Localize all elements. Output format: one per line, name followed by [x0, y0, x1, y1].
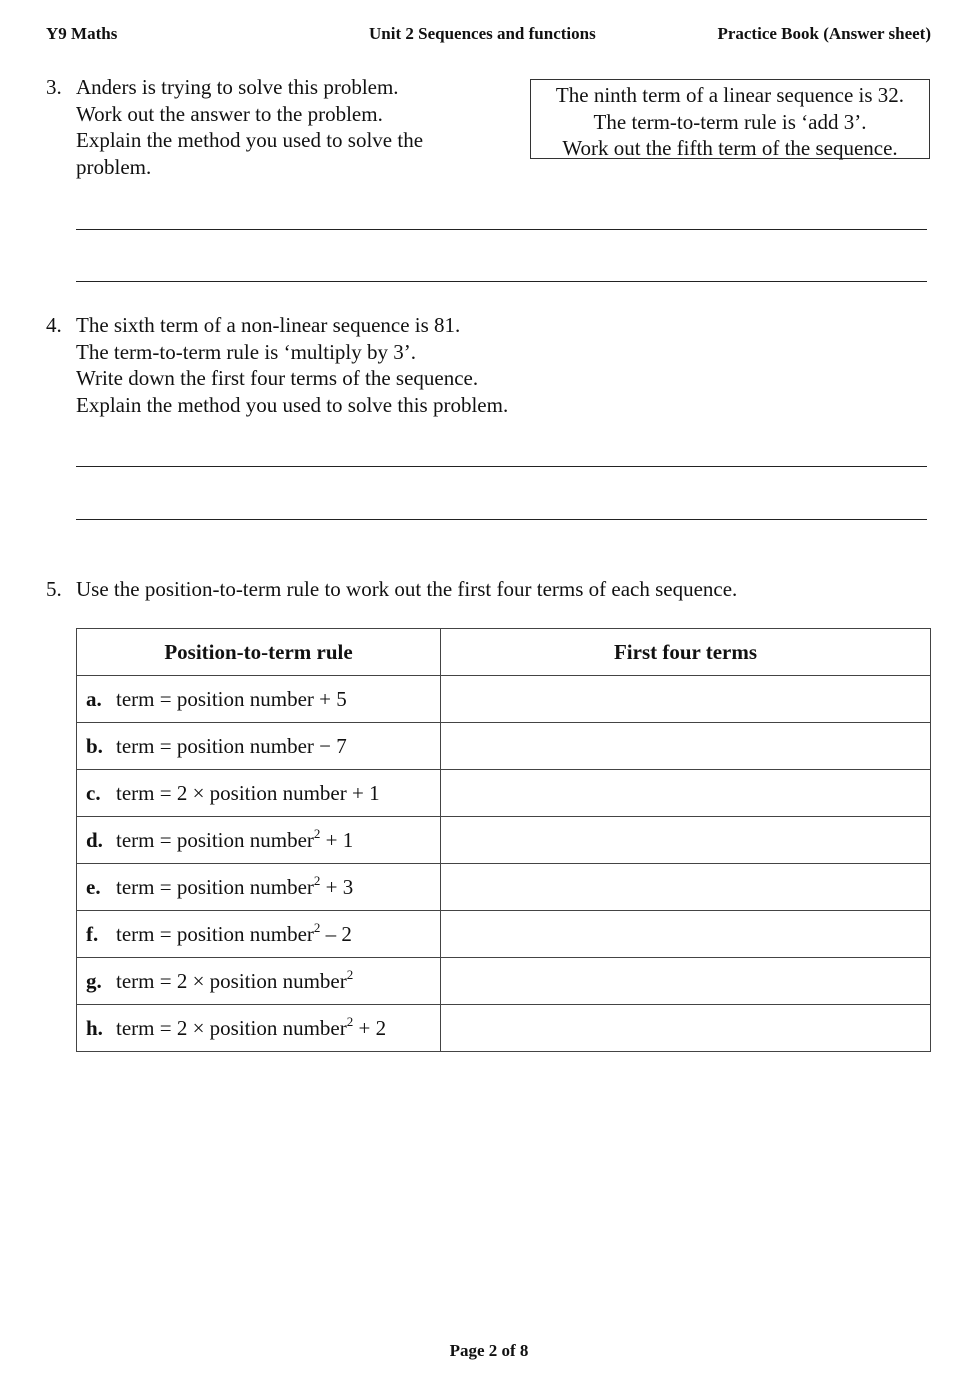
- table-row: [77, 676, 931, 723]
- table-row: [77, 723, 931, 770]
- row-label: h.: [86, 1015, 103, 1040]
- question-line: Work out the answer to the problem.: [76, 101, 383, 126]
- column-header-rule: Position-to-term rule: [77, 629, 441, 676]
- header-subject: Y9 Maths: [46, 24, 118, 43]
- answer-cell[interactable]: [441, 770, 931, 817]
- rule-cell: [77, 864, 441, 911]
- rule-cell: [77, 817, 441, 864]
- problem-line: The ninth term of a linear sequence is 32.: [555, 83, 905, 107]
- question-line: The sixth term of a non-linear sequence is 81.: [76, 313, 461, 337]
- answer-cell[interactable]: [441, 817, 931, 864]
- question-line: Use the position-to-term rule to work out the first four terms of each sequence.: [76, 577, 738, 601]
- rule-cell: [77, 1005, 441, 1052]
- answer-cell[interactable]: [441, 723, 931, 770]
- rule-text: term = 2 × position number: [116, 1015, 347, 1040]
- question-line: Anders is trying to solve this problem.: [76, 75, 399, 99]
- answer-line[interactable]: [76, 519, 927, 520]
- rule-text: term = position number − 7: [116, 733, 347, 758]
- exponent: 2: [313, 919, 321, 935]
- question-number: 5.: [46, 577, 62, 601]
- rule-suffix: + 1: [320, 827, 354, 852]
- rule-cell: [77, 723, 441, 770]
- question-line: Write down the first four terms of the sequence.: [76, 366, 479, 390]
- page-number: Page 2 of 8: [449, 1341, 529, 1360]
- question-line: The term-to-term rule is ‘multiply by 3’.: [76, 339, 416, 364]
- rule-text: term = position number: [116, 874, 314, 899]
- row-label: f.: [86, 921, 99, 946]
- answer-line[interactable]: [76, 229, 927, 230]
- row-label: c.: [86, 780, 101, 805]
- question-text: [76, 576, 737, 603]
- column-header-terms: First four terms: [441, 629, 931, 676]
- rule-text: term = position number: [116, 827, 314, 852]
- header-book: Practice Book (Answer sheet): [717, 24, 931, 43]
- header-unit: Unit 2 Sequences and functions: [369, 24, 596, 43]
- row-label: e.: [86, 874, 101, 899]
- answer-cell[interactable]: [441, 911, 931, 958]
- rule-text: term = position number: [116, 921, 314, 946]
- problem-line: Work out the fifth term of the sequence.: [562, 136, 898, 160]
- table-row: [77, 911, 931, 958]
- exponent: 2: [313, 825, 321, 841]
- answer-cell[interactable]: [441, 1005, 931, 1052]
- answer-cell[interactable]: [441, 676, 931, 723]
- rule-suffix: + 3: [320, 874, 354, 899]
- exponent: 2: [346, 1013, 354, 1029]
- rule-suffix: – 2: [320, 921, 352, 946]
- rule-text: term = 2 × position number: [116, 968, 347, 993]
- rule-cell: [77, 676, 441, 723]
- rule-cell: [77, 770, 441, 817]
- answer-line[interactable]: [76, 281, 927, 282]
- question-line: Explain the method you used to solve the: [76, 128, 424, 152]
- exponent: 2: [313, 872, 321, 888]
- row-label: b.: [86, 733, 103, 758]
- table-row: [77, 770, 931, 817]
- table-row: [77, 817, 931, 864]
- answer-cell[interactable]: [441, 864, 931, 911]
- table-row: [77, 958, 931, 1005]
- answer-cell[interactable]: [441, 958, 931, 1005]
- question-number: 3.: [46, 75, 62, 99]
- question-line: problem.: [76, 154, 152, 179]
- question-text: [76, 74, 423, 180]
- exponent: 2: [346, 966, 354, 982]
- rule-text: term = position number + 5: [116, 686, 347, 711]
- rule-suffix: + 2: [353, 1015, 387, 1040]
- question-number: 4.: [46, 313, 62, 337]
- table-row: [77, 864, 931, 911]
- rule-cell: [77, 911, 441, 958]
- rule-cell: [77, 958, 441, 1005]
- problem-line: The term-to-term rule is ‘add 3’.: [593, 109, 867, 134]
- question-line: Explain the method you used to solve this problem.: [76, 392, 509, 417]
- problem-box: [530, 79, 930, 159]
- answer-line[interactable]: [76, 466, 927, 467]
- rule-text: term = 2 × position number + 1: [116, 780, 380, 805]
- rules-table: [76, 628, 931, 1052]
- row-label: d.: [86, 827, 103, 852]
- table-row: [77, 1005, 931, 1052]
- row-label: a.: [86, 686, 102, 711]
- question-text: [76, 312, 508, 418]
- table-header-row: [77, 629, 931, 676]
- row-label: g.: [86, 968, 102, 993]
